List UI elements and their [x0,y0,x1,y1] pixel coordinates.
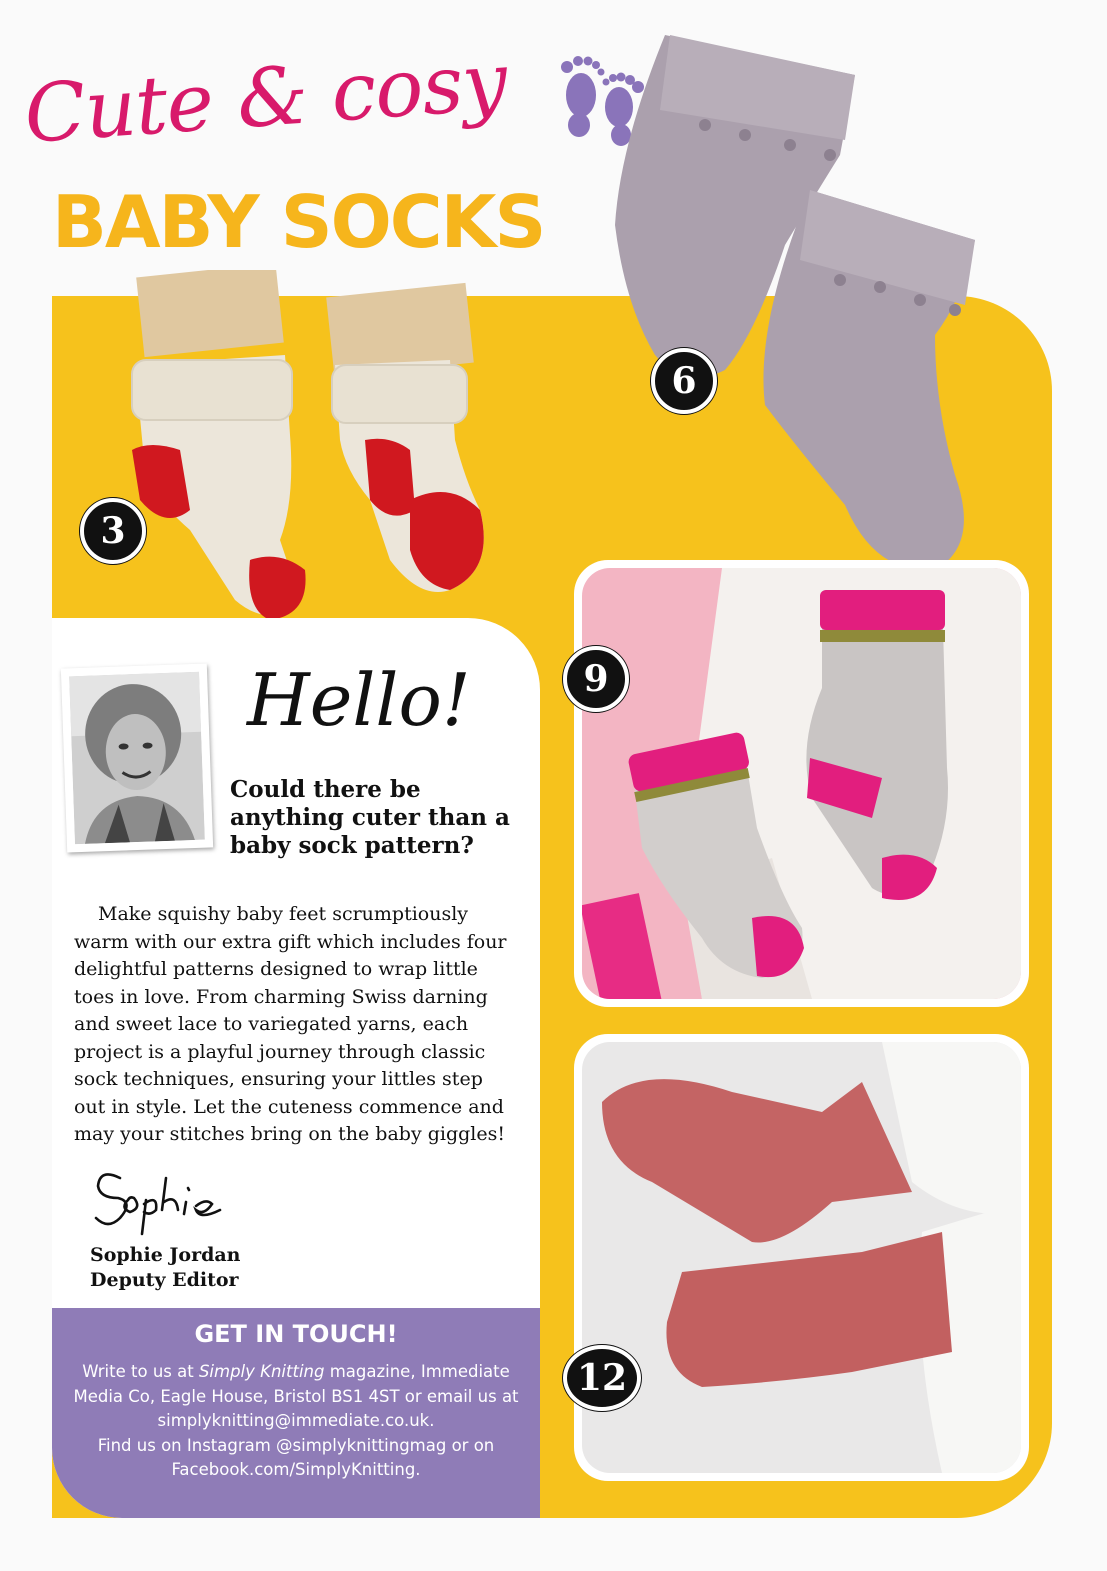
editor-name: Sophie Jordan [90,1244,241,1266]
editor-letter-panel [52,618,540,1518]
project-12-photo-frame [574,1034,1029,1481]
project-6-badge: 6 [651,348,717,414]
editor-name-block [90,1243,241,1293]
greeting-heading: Hello! [247,658,471,742]
contact-line1-suffix: magazine, Immediate Media Co, Eagle House, Bristol BS1 4ST or email us at simplyknitting@immediate.co.uk. [73,1362,519,1430]
contact-magazine-name: Simply Knitting [198,1362,325,1381]
project-9-socks-image [582,568,1021,999]
title-script: Cute & cosy [21,34,510,161]
project-3-badge: 3 [80,498,146,564]
editor-role: Deputy Editor [90,1269,239,1291]
editor-signature [90,1158,240,1238]
project-3-socks-image [120,270,500,640]
project-9-badge: 9 [563,646,629,712]
project-6-socks-image [615,25,990,575]
contact-social-line: Find us on Instagram @simplyknittingmag or on Facebook.com/SimplyKnitting. [97,1435,495,1479]
project-12-badge: 12 [563,1345,641,1411]
editor-portrait-image [69,672,205,844]
editor-body-text: Make squishy baby feet scrumptiously warm with our extra gift which includes four delightful patterns designed to wrap little toes in love. From charming Swiss darning and sweet lace to variegated yarns, each project is a playful journey through classic sock techniques, ensuring your littles step out in style. Let the cuteness commence and may your stitches bring on the baby giggles! [74,903,507,1145]
project-9-photo-frame [574,560,1029,1007]
editor-portrait-frame [61,664,213,853]
project-12-socks-image [582,1042,1021,1473]
title-main: BABY SOCKS [52,180,545,264]
contact-heading: GET IN TOUCH! [194,1320,398,1348]
contact-details [62,1360,530,1483]
intro-question: Could there be anything cuter than a baby sock pattern? [230,776,510,859]
contact-line1-prefix: Write to us at [82,1362,199,1381]
